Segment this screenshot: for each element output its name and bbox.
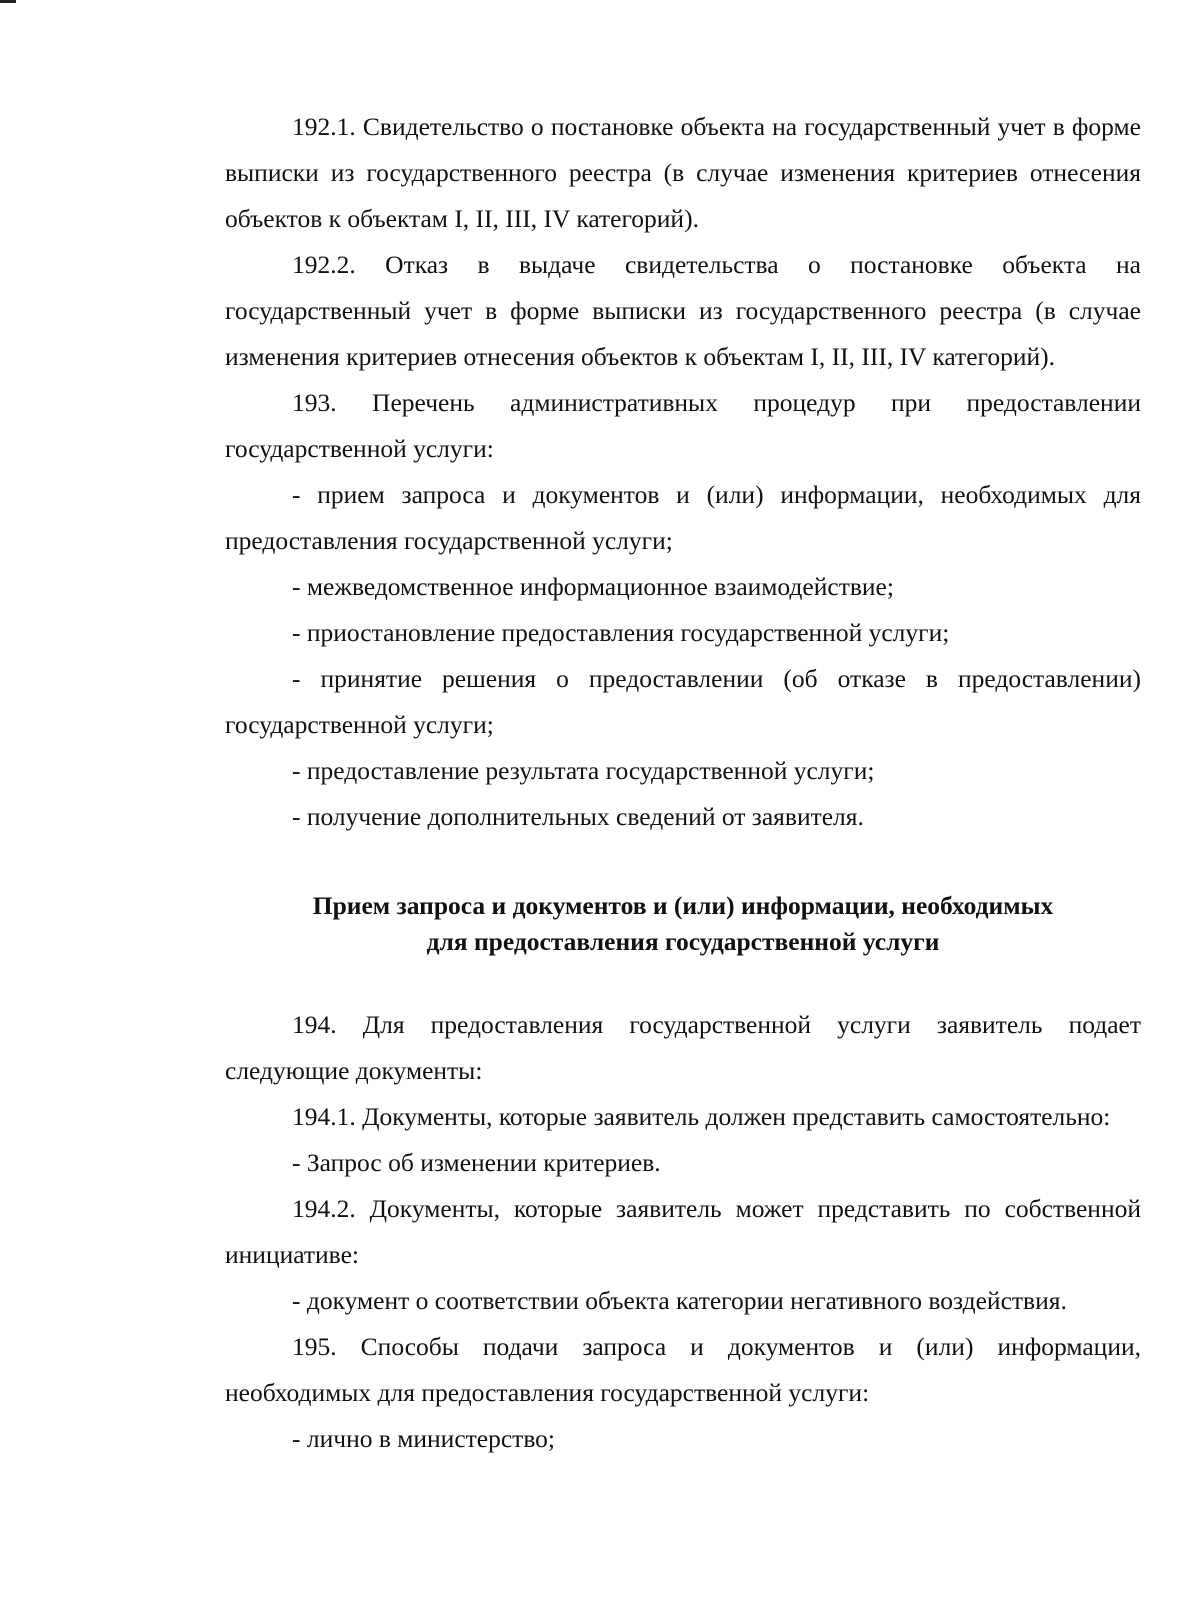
list-item: - прием запроса и документов и (или) информации, необходимых для предоставления государственной услуги; (225, 480, 1141, 555)
paragraph-192-1: 192.1. Свидетельство о постановке объекта на государственный учет в форме выписки из государственного реестра (в случае изменения критериев отнесения объектов к объектам I, II, III, IV категорий). (225, 112, 1141, 233)
list-item: - предоставление результата государственной услуги; (292, 756, 875, 785)
list-item: - Запрос об изменении критериев. (292, 1148, 661, 1177)
document-page (225, 104, 1141, 1462)
spacer (225, 840, 1141, 888)
paragraph-194-1: 194.1. Документы, которые заявитель должен представить самостоятельно: (292, 1102, 1111, 1131)
list-item: - приостановление предоставления государственной услуги; (292, 618, 950, 647)
list-item: - лично в министерство; (292, 1424, 556, 1453)
paragraph-194-2: 194.2. Документы, которые заявитель может представить по собственной инициативе: (225, 1194, 1141, 1269)
list-item: - получение дополнительных сведений от заявителя. (292, 802, 864, 831)
paragraph-194: 194. Для предоставления государственной услуги заявитель подает следующие документы: (225, 1010, 1141, 1085)
list-item: - принятие решения о предоставлении (об отказе в предоставлении) государственной услуги; (225, 664, 1141, 739)
list-item: - межведомственное информационное взаимодействие; (292, 572, 894, 601)
spacer (225, 960, 1141, 1002)
paragraph-195: 195. Способы подачи запроса и документов и (или) информации, необходимых для предоставления государственной услуги: (225, 1332, 1141, 1407)
paragraph-192-2: 192.2. Отказ в выдаче свидетельства о постановке объекта на государственный учет в форме выписки из государственного реестра (в случае изменения критериев отнесения объектов к объектам I, II, III, IV категорий). (225, 250, 1141, 371)
list-item: - документ о соответствии объекта категории негативного воздействия. (292, 1286, 1067, 1315)
scan-corner-mark (0, 0, 16, 3)
paragraph-193: 193. Перечень административных процедур при предоставлении государственной услуги: (225, 388, 1141, 463)
section-heading (225, 888, 1141, 960)
section-heading-line-1: Прием запроса и документов и (или) информации, необходимых (312, 891, 1054, 920)
section-heading-line-2: для предоставления государственной услуги (426, 927, 940, 956)
